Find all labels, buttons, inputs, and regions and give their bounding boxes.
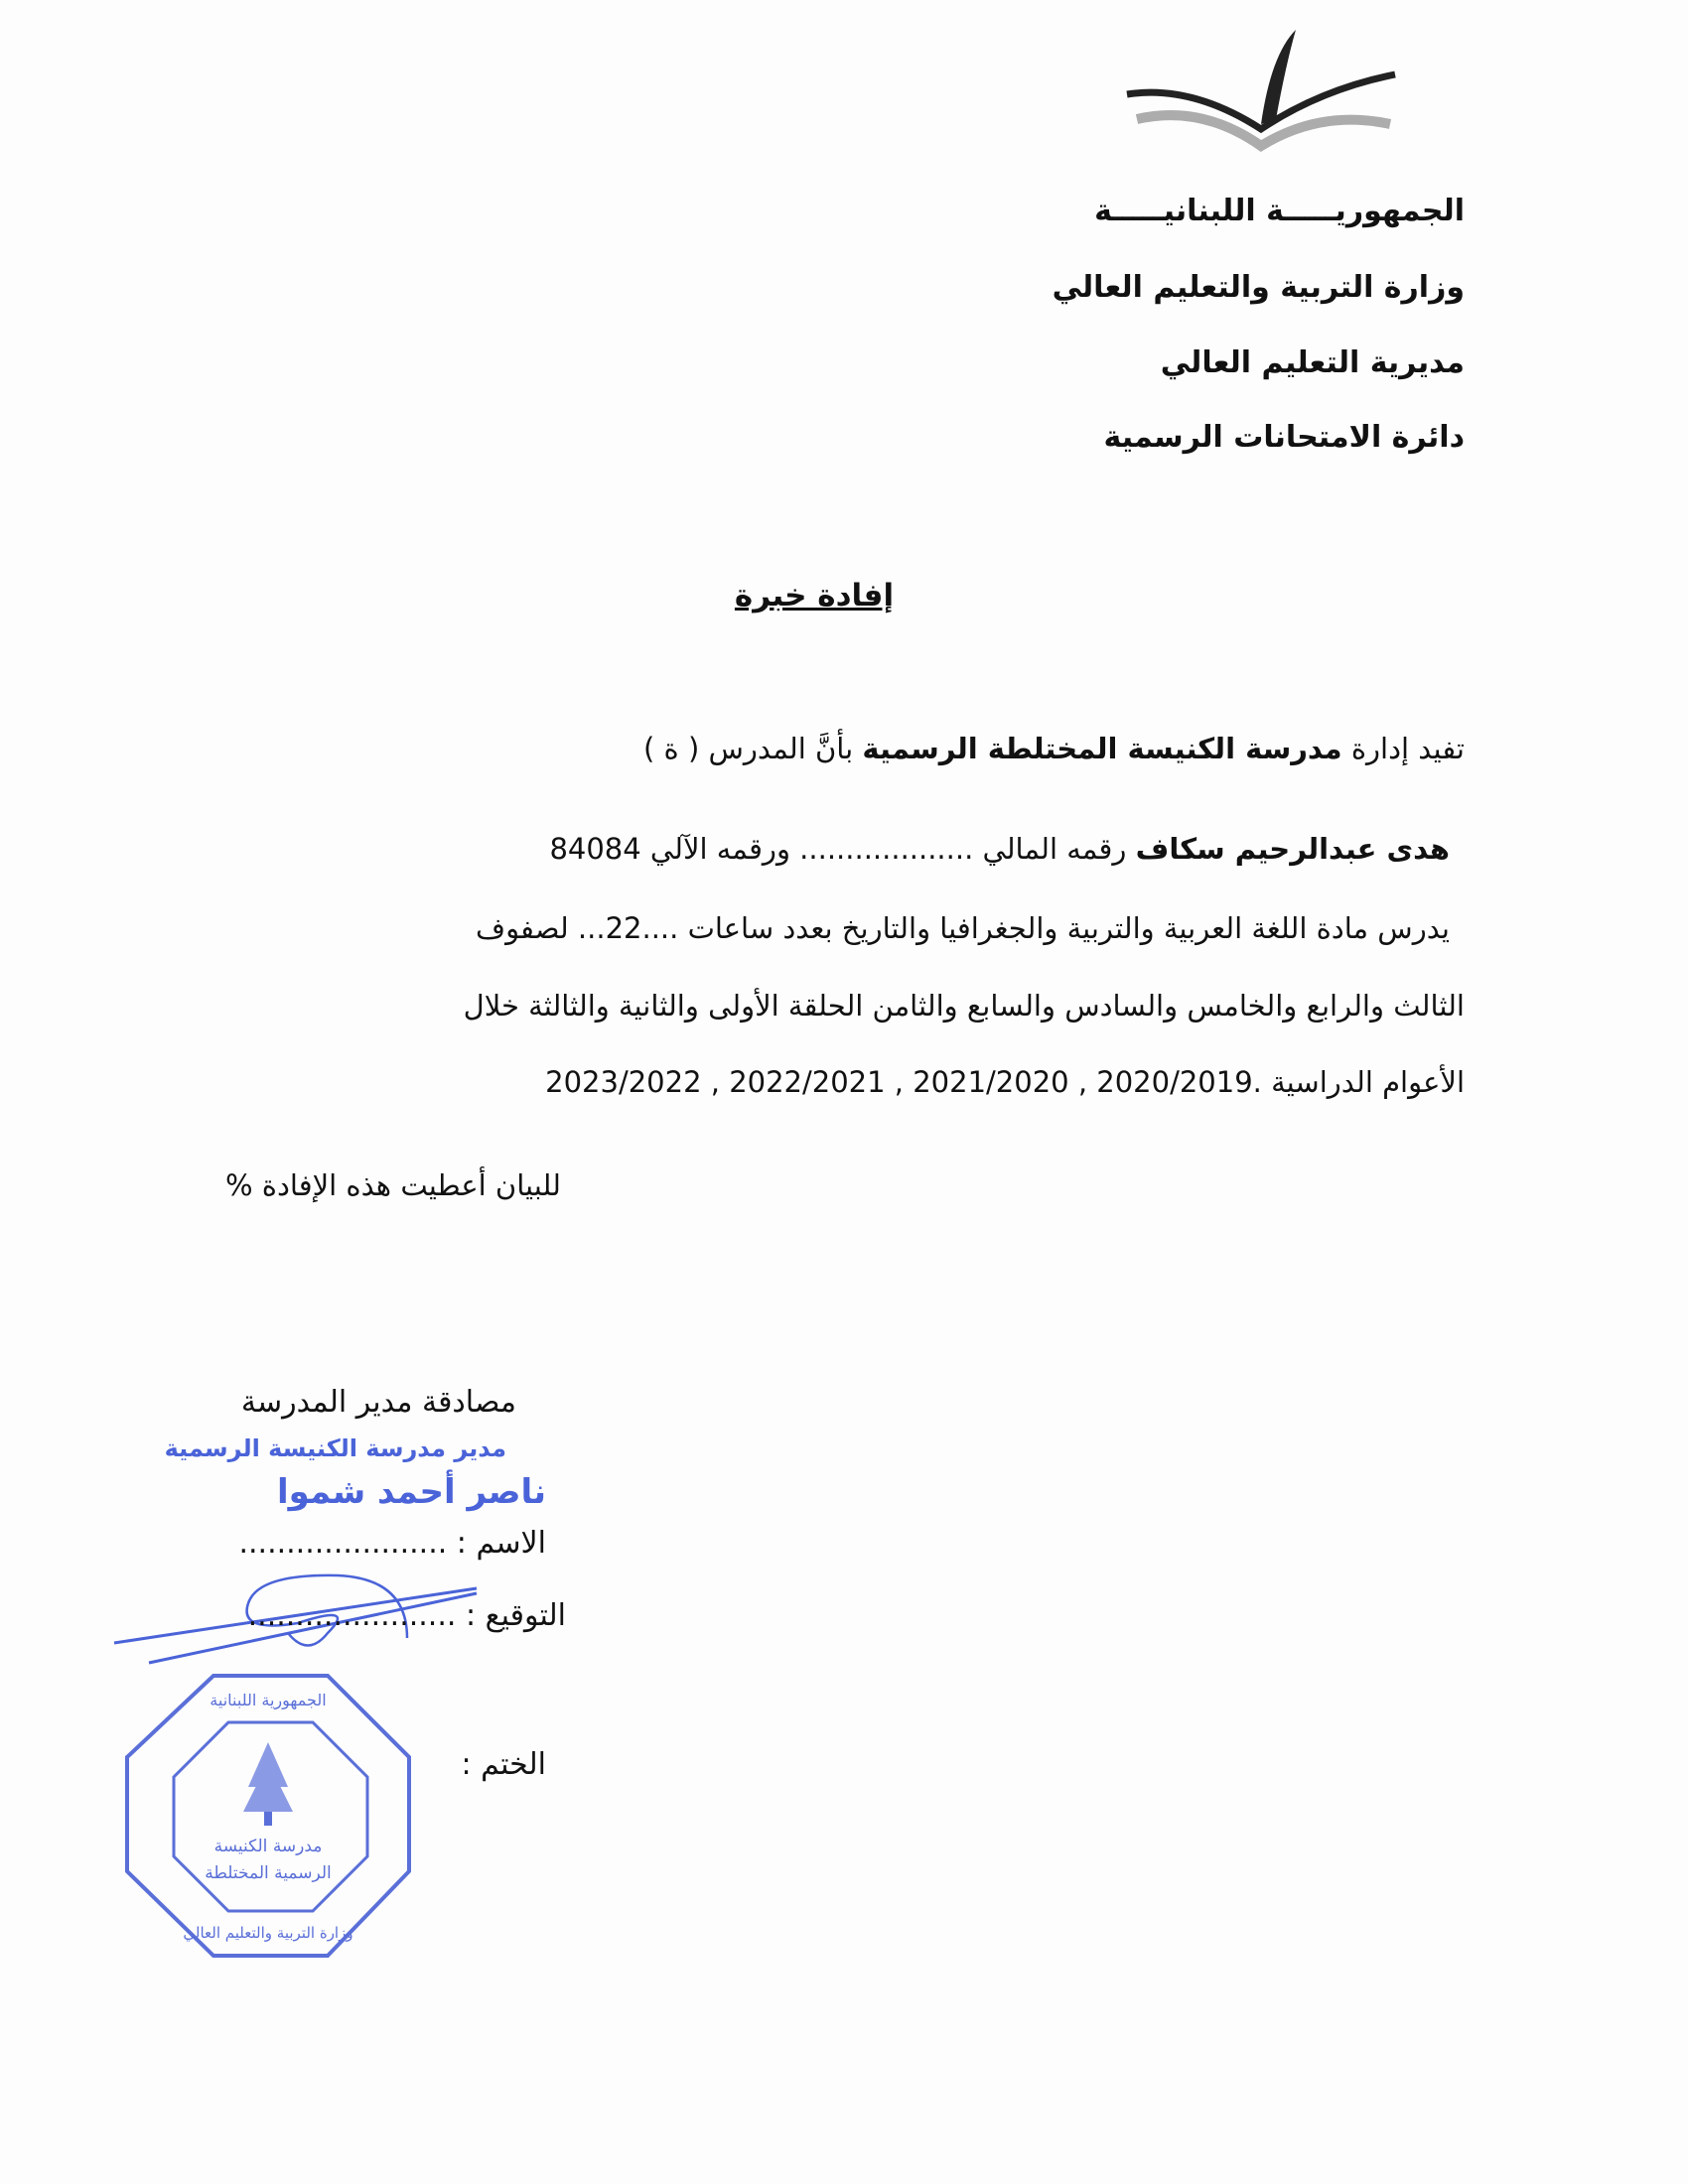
seal-republic-line: الجمهورية اللبنانية: [210, 1691, 327, 1709]
ministry-logo: [1122, 25, 1400, 169]
signature-label: التوقيع : ......................: [247, 1598, 566, 1633]
header-directorate: مديرية التعليم العالي: [1160, 345, 1465, 380]
director-name: ناصر أحمد شموا: [276, 1472, 546, 1512]
line1-suffix: بأنَّ المدرس ( ة ): [643, 732, 854, 765]
seal-school-line: مدرسة الكنيسة: [213, 1837, 323, 1856]
body-line-3: يدرس مادة اللغة العربية والتربية والجغرافيا والتاريخ بعدد ساعات ....22... لصفوف: [476, 911, 1450, 945]
stamp-title: مدير مدرسة الكنيسة الرسمية: [164, 1434, 506, 1462]
teacher-name: هدى عبدالرحيم سكاف: [1135, 832, 1450, 866]
approval-label: مصادقة مدير المدرسة: [240, 1385, 516, 1420]
seal-label: الختم :: [461, 1747, 546, 1782]
seal-type-line: الرسمية المختلطة: [205, 1863, 332, 1883]
body-line-5: الأعوام الدراسية .2020/2019 , 2021/2020 , 2022/2021 , 2023/2022: [545, 1065, 1465, 1099]
school-name: مدرسة الكنيسة المختلطة الرسمية: [862, 732, 1342, 765]
teacher-numbers: رقمه المالي ................... ورقمه الآلي 84084: [549, 832, 1136, 866]
header-department: دائرة الامتحانات الرسمية: [1103, 420, 1465, 455]
closing-line: للبيان أعطيت هذه الإفادة %: [225, 1168, 561, 1202]
header-ministry: وزارة التربية والتعليم العالي: [1052, 270, 1465, 305]
official-seal: [119, 1668, 417, 1966]
document-title: إفادة خبرة: [734, 578, 895, 614]
body-line-4: الثالث والرابع والخامس والسادس والسابع والثامن الحلقة الأولى والثانية والثالثة خلال: [463, 989, 1465, 1023]
line1-prefix: تفيد إدارة: [1350, 732, 1465, 765]
header-republic: الجمهوريـــــة اللبنانيـــــة: [1094, 194, 1465, 228]
body-line-2: [549, 832, 1450, 866]
name-label: الاسم : ......................: [238, 1526, 546, 1561]
seal-ministry-line: وزارة التربية والتعليم العالي: [183, 1924, 353, 1942]
body-line-1: [643, 732, 1465, 765]
